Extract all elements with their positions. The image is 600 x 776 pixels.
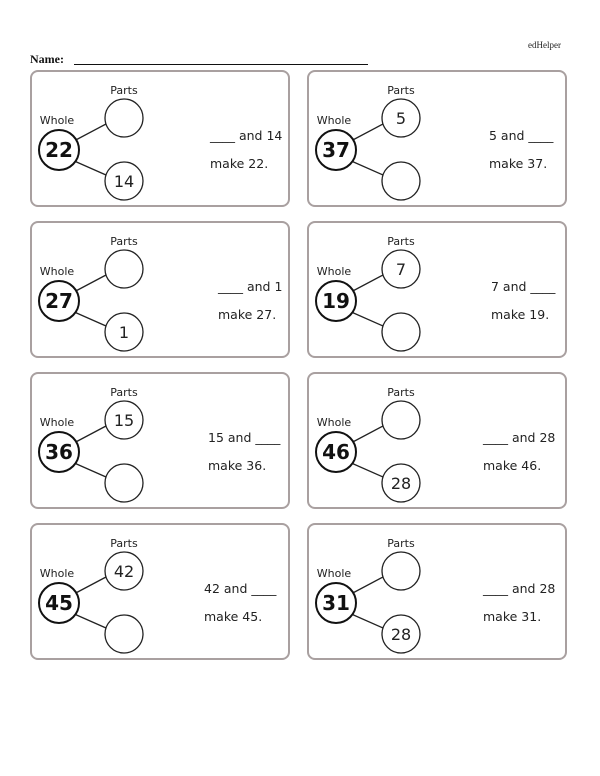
bond-line-top: [72, 426, 106, 444]
equation-text: [204, 575, 276, 631]
top-part-value: 7: [395, 260, 407, 279]
whole-value: 37: [322, 138, 350, 162]
bond-line-top: [349, 124, 383, 142]
problem-card: [30, 523, 290, 660]
bond-line-top: [72, 275, 106, 293]
equation-line-1: ____ and 1: [218, 279, 283, 294]
problem-card: [307, 221, 567, 358]
bond-line-top: [349, 577, 383, 595]
whole-label: Whole: [316, 567, 352, 580]
bond-line-bottom: [349, 311, 383, 326]
whole-label: Whole: [316, 265, 352, 278]
equation-line-2: make 37.: [489, 156, 548, 171]
bottom-part-circle[interactable]: [382, 162, 420, 200]
bond-line-bottom: [349, 462, 383, 477]
bond-line-top: [349, 275, 383, 293]
equation-line-1: 15 and ____: [208, 430, 281, 445]
equation-line-1: 7 and ____: [491, 279, 556, 294]
equation-line-1: ____ and 28: [483, 430, 556, 445]
equation-text: [483, 424, 555, 480]
whole-value: 45: [45, 591, 73, 615]
problem-card: [307, 372, 567, 509]
parts-label: Parts: [387, 84, 415, 97]
problem-card: [30, 221, 290, 358]
equation-text: [483, 575, 555, 631]
equation-line-2: make 27.: [218, 307, 277, 322]
bottom-part-circle[interactable]: [105, 615, 143, 653]
brand-label: edHelper: [528, 40, 561, 50]
bond-line-bottom: [349, 613, 383, 628]
whole-label: Whole: [316, 416, 352, 429]
bottom-part-value: 14: [113, 172, 135, 191]
parts-label: Parts: [110, 386, 138, 399]
top-part-circle[interactable]: [105, 250, 143, 288]
whole-label: Whole: [39, 567, 75, 580]
bond-line-bottom: [72, 613, 106, 628]
whole-value: 27: [45, 289, 73, 313]
parts-label: Parts: [110, 84, 138, 97]
equation-text: [491, 273, 555, 329]
problem-card: [30, 70, 290, 207]
bottom-part-circle[interactable]: [382, 313, 420, 351]
equation-line-2: make 36.: [208, 458, 267, 473]
equation-text: [208, 424, 280, 480]
whole-label: Whole: [39, 114, 75, 127]
whole-value: 22: [45, 138, 73, 162]
bottom-part-circle[interactable]: [105, 464, 143, 502]
parts-label: Parts: [110, 235, 138, 248]
whole-value: 46: [322, 440, 350, 464]
equation-line-2: make 45.: [204, 609, 263, 624]
bottom-part-value: 1: [118, 323, 130, 342]
bond-line-bottom: [72, 311, 106, 326]
name-input-line[interactable]: [74, 64, 368, 65]
equation-line-1: ____ and 14: [210, 128, 283, 143]
problem-card: [307, 523, 567, 660]
bond-line-top: [72, 577, 106, 595]
equation-line-2: make 19.: [491, 307, 550, 322]
equation-line-1: 5 and ____: [489, 128, 554, 143]
parts-label: Parts: [387, 235, 415, 248]
whole-value: 36: [45, 440, 73, 464]
bottom-part-value: 28: [390, 625, 412, 644]
equation-line-1: 42 and ____: [204, 581, 277, 596]
parts-label: Parts: [387, 537, 415, 550]
equation-line-1: ____ and 28: [483, 581, 556, 596]
parts-label: Parts: [110, 537, 138, 550]
bond-line-top: [349, 426, 383, 444]
whole-value: 19: [322, 289, 350, 313]
top-part-circle[interactable]: [382, 401, 420, 439]
equation-text: [218, 273, 282, 329]
equation-text: [489, 122, 553, 178]
whole-label: Whole: [316, 114, 352, 127]
whole-value: 31: [322, 591, 350, 615]
bond-line-bottom: [72, 462, 106, 477]
equation-line-2: make 22.: [210, 156, 269, 171]
parts-label: Parts: [387, 386, 415, 399]
name-label: Name:: [30, 52, 64, 66]
top-part-circle[interactable]: [382, 552, 420, 590]
problem-card: [307, 70, 567, 207]
equation-text: [210, 122, 282, 178]
equation-line-2: make 31.: [483, 609, 542, 624]
problem-card: [30, 372, 290, 509]
equation-line-2: make 46.: [483, 458, 542, 473]
bond-line-bottom: [349, 160, 383, 175]
bottom-part-value: 28: [390, 474, 412, 493]
top-part-circle[interactable]: [105, 99, 143, 137]
whole-label: Whole: [39, 416, 75, 429]
top-part-value: 42: [113, 562, 135, 581]
whole-label: Whole: [39, 265, 75, 278]
bond-line-bottom: [72, 160, 106, 175]
top-part-value: 15: [113, 411, 135, 430]
top-part-value: 5: [395, 109, 407, 128]
bond-line-top: [72, 124, 106, 142]
